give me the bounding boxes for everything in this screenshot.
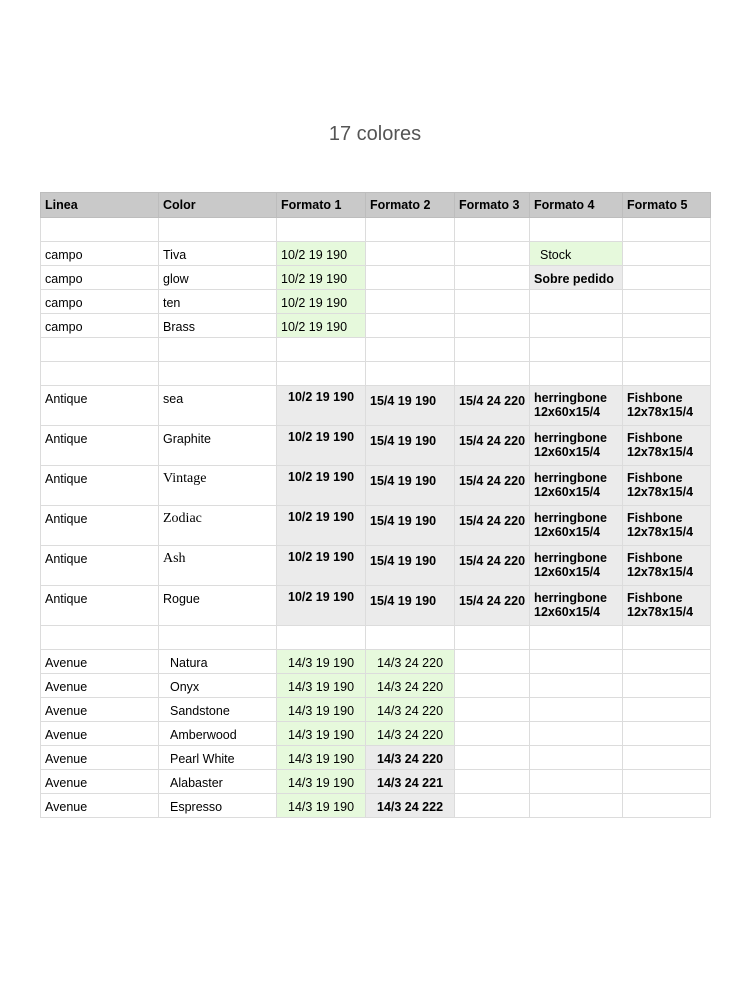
cell-linea: Antique — [41, 466, 159, 506]
cell-formato-4 — [530, 674, 623, 698]
cell-linea: campo — [41, 290, 159, 314]
cell-linea: Avenue — [41, 698, 159, 722]
cell-formato-3: 15/4 24 220 — [455, 386, 530, 426]
cell-color — [159, 338, 277, 362]
cell-formato-2 — [366, 362, 455, 386]
cell-formato-4 — [530, 698, 623, 722]
cell-formato-2: 14/3 24 220 — [366, 746, 455, 770]
cell-formato-3 — [455, 266, 530, 290]
table-row — [41, 362, 711, 386]
header-color: Color — [159, 193, 277, 218]
cell-formato-5 — [623, 242, 711, 266]
cell-formato-3 — [455, 626, 530, 650]
cell-color: Espresso — [159, 794, 277, 818]
cell-formato-1: 14/3 19 190 — [277, 746, 366, 770]
cell-formato-3 — [455, 674, 530, 698]
cell-formato-4: herringbone 12x60x15/4 — [530, 466, 623, 506]
cell-formato-3 — [455, 770, 530, 794]
cell-formato-5 — [623, 698, 711, 722]
cell-formato-5 — [623, 362, 711, 386]
header-linea: Linea — [41, 193, 159, 218]
cell-formato-2: 14/3 24 221 — [366, 770, 455, 794]
cell-formato-2: 15/4 19 190 — [366, 546, 455, 586]
cell-formato-4: Stock — [530, 242, 623, 266]
cell-formato-1: 14/3 19 190 — [277, 722, 366, 746]
cell-formato-4: herringbone 12x60x15/4 — [530, 506, 623, 546]
cell-linea: campo — [41, 314, 159, 338]
table-row — [41, 314, 711, 338]
cell-color: Ash — [159, 546, 277, 586]
cell-formato-2: 14/3 24 220 — [366, 674, 455, 698]
table-row — [41, 466, 711, 506]
table-row — [41, 794, 711, 818]
cell-color: Rogue — [159, 586, 277, 626]
cell-color: Alabaster — [159, 770, 277, 794]
cell-formato-3 — [455, 794, 530, 818]
cell-formato-5: Fishbone 12x78x15/4 — [623, 586, 711, 626]
cell-color — [159, 362, 277, 386]
cell-formato-3 — [455, 242, 530, 266]
cell-color: Pearl White — [159, 746, 277, 770]
cell-color: Graphite — [159, 426, 277, 466]
cell-formato-5 — [623, 722, 711, 746]
cell-linea: Avenue — [41, 722, 159, 746]
table-row — [41, 698, 711, 722]
cell-formato-4 — [530, 722, 623, 746]
cell-formato-5 — [623, 674, 711, 698]
cell-formato-2 — [366, 626, 455, 650]
cell-formato-5 — [623, 218, 711, 242]
cell-formato-4: herringbone 12x60x15/4 — [530, 546, 623, 586]
cell-formato-1: 10/2 19 190 — [277, 586, 366, 626]
cell-color: glow — [159, 266, 277, 290]
cell-formato-3 — [455, 698, 530, 722]
cell-formato-5: Fishbone 12x78x15/4 — [623, 506, 711, 546]
cell-formato-2: 14/3 24 220 — [366, 650, 455, 674]
cell-linea: campo — [41, 242, 159, 266]
cell-formato-2 — [366, 266, 455, 290]
header-formato-3: Formato 3 — [455, 193, 530, 218]
cell-formato-3: 15/4 24 220 — [455, 466, 530, 506]
table-row — [41, 506, 711, 546]
cell-formato-5: Fishbone 12x78x15/4 — [623, 386, 711, 426]
cell-linea: Avenue — [41, 674, 159, 698]
cell-formato-5 — [623, 314, 711, 338]
cell-formato-1: 10/2 19 190 — [277, 466, 366, 506]
cell-formato-2: 15/4 19 190 — [366, 506, 455, 546]
cell-color: Natura — [159, 650, 277, 674]
cell-linea — [41, 338, 159, 362]
cell-linea — [41, 218, 159, 242]
cell-formato-2: 15/4 19 190 — [366, 586, 455, 626]
cell-formato-1: 10/2 19 190 — [277, 546, 366, 586]
cell-color: Tiva — [159, 242, 277, 266]
cell-formato-1 — [277, 338, 366, 362]
cell-formato-1: 14/3 19 190 — [277, 770, 366, 794]
table-row — [41, 746, 711, 770]
cell-formato-4: Sobre pedido — [530, 266, 623, 290]
cell-formato-1 — [277, 218, 366, 242]
cell-formato-4 — [530, 314, 623, 338]
cell-formato-5 — [623, 338, 711, 362]
cell-formato-3: 15/4 24 220 — [455, 546, 530, 586]
cell-linea: Avenue — [41, 650, 159, 674]
cell-linea: Antique — [41, 586, 159, 626]
cell-formato-5 — [623, 770, 711, 794]
cell-formato-3: 15/4 24 220 — [455, 506, 530, 546]
cell-formato-5: Fishbone 12x78x15/4 — [623, 466, 711, 506]
cell-color: Zodiac — [159, 506, 277, 546]
cell-linea: Antique — [41, 386, 159, 426]
table-row — [41, 674, 711, 698]
cell-formato-4 — [530, 794, 623, 818]
cell-formato-2: 14/3 24 220 — [366, 722, 455, 746]
cell-color: Vintage — [159, 466, 277, 506]
cell-linea: Antique — [41, 546, 159, 586]
cell-color — [159, 218, 277, 242]
cell-formato-4 — [530, 626, 623, 650]
cell-formato-1: 10/2 19 190 — [277, 290, 366, 314]
cell-formato-2 — [366, 242, 455, 266]
cell-formato-4 — [530, 218, 623, 242]
cell-formato-1: 14/3 19 190 — [277, 650, 366, 674]
table-row — [41, 426, 711, 466]
cell-linea — [41, 362, 159, 386]
cell-formato-4: herringbone 12x60x15/4 — [530, 426, 623, 466]
cell-linea: Avenue — [41, 746, 159, 770]
table-row — [41, 266, 711, 290]
cell-linea: campo — [41, 266, 159, 290]
cell-formato-2: 15/4 19 190 — [366, 466, 455, 506]
cell-formato-2 — [366, 314, 455, 338]
cell-formato-5 — [623, 746, 711, 770]
cell-formato-4: herringbone 12x60x15/4 — [530, 586, 623, 626]
cell-formato-5 — [623, 290, 711, 314]
cell-formato-5: Fishbone 12x78x15/4 — [623, 426, 711, 466]
cell-formato-1: 10/2 19 190 — [277, 426, 366, 466]
cell-linea: Avenue — [41, 794, 159, 818]
cell-color: sea — [159, 386, 277, 426]
cell-formato-1: 14/3 19 190 — [277, 794, 366, 818]
cell-formato-2: 14/3 24 220 — [366, 698, 455, 722]
cell-formato-4 — [530, 362, 623, 386]
cell-linea: Antique — [41, 426, 159, 466]
cell-formato-2: 15/4 19 190 — [366, 386, 455, 426]
cell-formato-2: 15/4 19 190 — [366, 426, 455, 466]
cell-linea: Antique — [41, 506, 159, 546]
cell-formato-5 — [623, 266, 711, 290]
cell-formato-1 — [277, 362, 366, 386]
cell-formato-4 — [530, 746, 623, 770]
cell-formato-3 — [455, 362, 530, 386]
cell-formato-1 — [277, 626, 366, 650]
cell-formato-5 — [623, 650, 711, 674]
table-row — [41, 386, 711, 426]
header-row — [41, 193, 711, 218]
table-row — [41, 546, 711, 586]
cell-formato-1: 14/3 19 190 — [277, 674, 366, 698]
cell-formato-3: 15/4 24 220 — [455, 426, 530, 466]
cell-formato-2 — [366, 218, 455, 242]
cell-color: Brass — [159, 314, 277, 338]
cell-formato-1: 10/2 19 190 — [277, 266, 366, 290]
cell-formato-1: 10/2 19 190 — [277, 314, 366, 338]
cell-formato-4 — [530, 290, 623, 314]
cell-formato-4 — [530, 338, 623, 362]
cell-formato-3 — [455, 218, 530, 242]
table-row — [41, 770, 711, 794]
cell-formato-2: 14/3 24 222 — [366, 794, 455, 818]
colors-table — [40, 192, 711, 818]
header-formato-4: Formato 4 — [530, 193, 623, 218]
cell-formato-4 — [530, 650, 623, 674]
cell-formato-3 — [455, 314, 530, 338]
table-row — [41, 650, 711, 674]
header-formato-2: Formato 2 — [366, 193, 455, 218]
cell-formato-2 — [366, 338, 455, 362]
document-title: 17 colores — [328, 123, 422, 145]
cell-color: Sandstone — [159, 698, 277, 722]
cell-formato-4: herringbone 12x60x15/4 — [530, 386, 623, 426]
cell-linea: Avenue — [41, 770, 159, 794]
cell-color: Amberwood — [159, 722, 277, 746]
cell-color: ten — [159, 290, 277, 314]
cell-formato-3 — [455, 746, 530, 770]
cell-formato-5 — [623, 626, 711, 650]
cell-linea — [41, 626, 159, 650]
table-row — [41, 722, 711, 746]
table-row — [41, 338, 711, 362]
cell-formato-5: Fishbone 12x78x15/4 — [623, 546, 711, 586]
cell-formato-1: 14/3 19 190 — [277, 698, 366, 722]
header-formato-1: Formato 1 — [277, 193, 366, 218]
cell-formato-4 — [530, 770, 623, 794]
cell-formato-1: 10/2 19 190 — [277, 386, 366, 426]
table-row — [41, 218, 711, 242]
table-row — [41, 290, 711, 314]
cell-formato-3 — [455, 650, 530, 674]
table-row — [41, 242, 711, 266]
header-formato-5: Formato 5 — [623, 193, 711, 218]
cell-formato-2 — [366, 290, 455, 314]
cell-color — [159, 626, 277, 650]
cell-formato-5 — [623, 794, 711, 818]
cell-color: Onyx — [159, 674, 277, 698]
table-row — [41, 586, 711, 626]
cell-formato-3 — [455, 722, 530, 746]
cell-formato-1: 10/2 19 190 — [277, 242, 366, 266]
cell-formato-3: 15/4 24 220 — [455, 586, 530, 626]
cell-formato-3 — [455, 290, 530, 314]
table-row — [41, 626, 711, 650]
cell-formato-1: 10/2 19 190 — [277, 506, 366, 546]
cell-formato-3 — [455, 338, 530, 362]
